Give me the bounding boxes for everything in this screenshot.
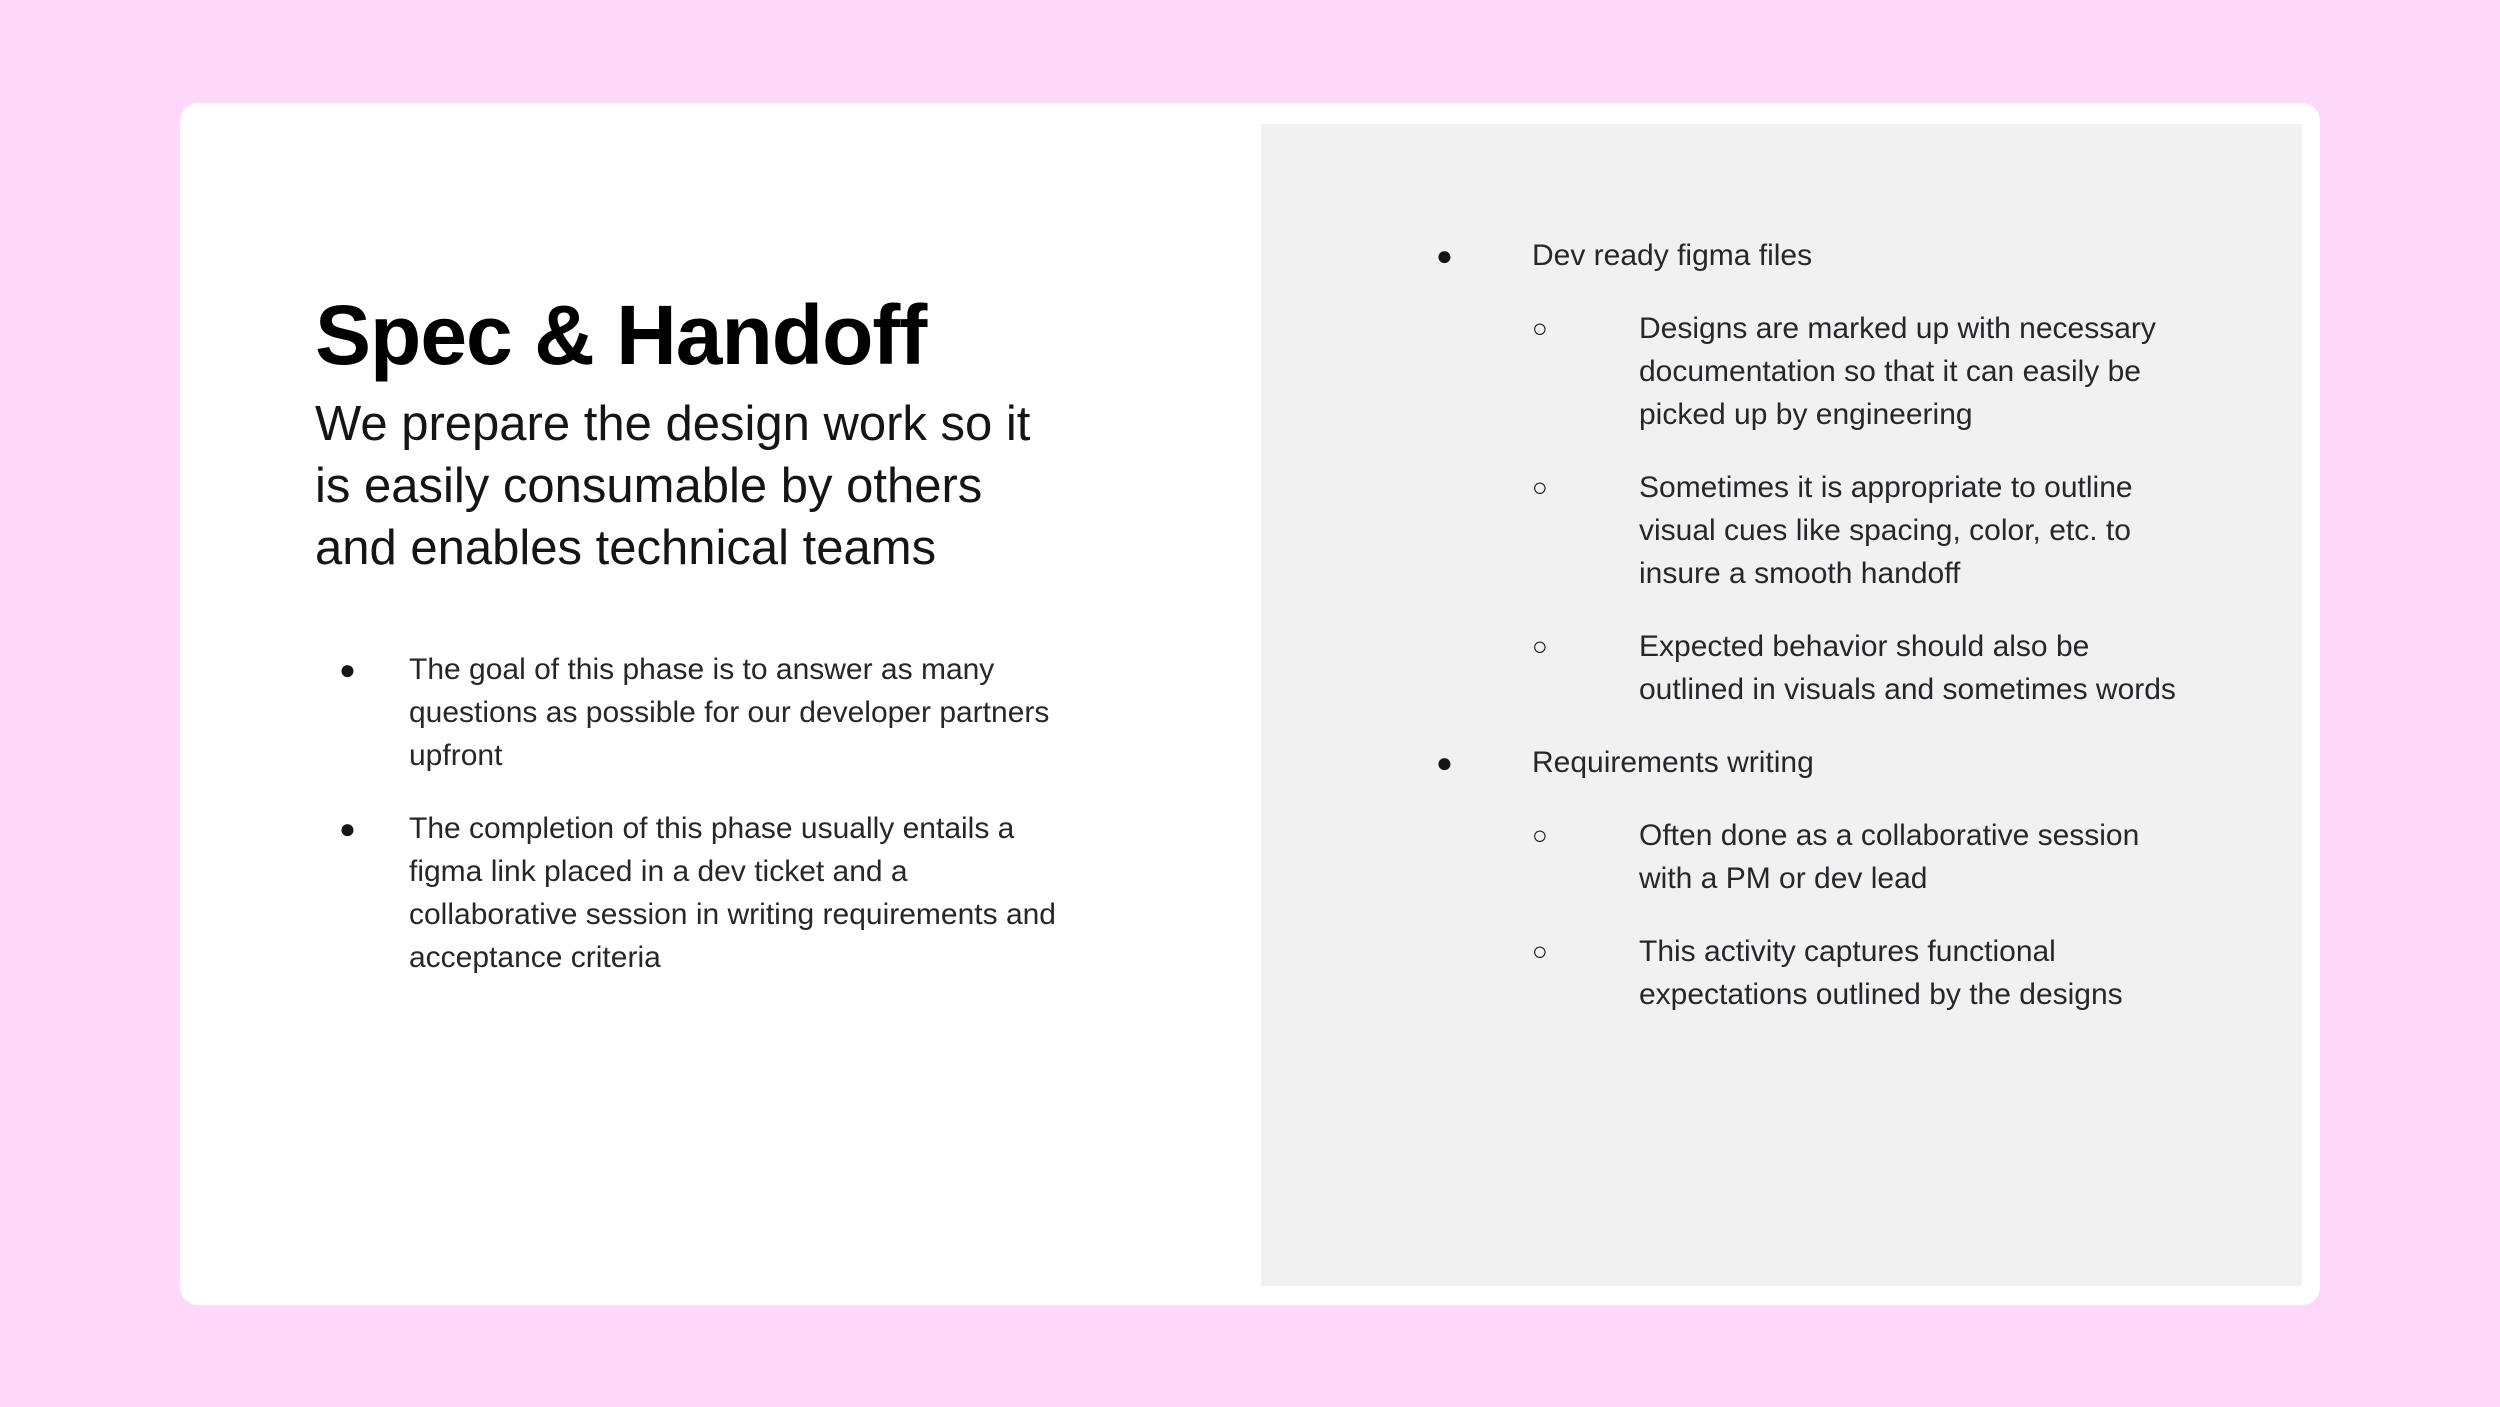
left-bullet-item <box>315 648 1075 777</box>
sub-bullet-text: This activity captures functional expectations outlined by the designs <box>1639 935 2123 1011</box>
slide-card <box>180 103 2320 1305</box>
section-requirements-writing <box>1436 741 2216 1016</box>
left-bullet-text: The goal of this phase is to answer as many questions as possible for our developer partners upfront <box>409 653 1050 772</box>
sub-bullet-item <box>1532 307 2199 436</box>
left-bullet-text: The completion of this phase usually entails a figma link placed in a dev ticket and a collaborative session in writing requirements and acceptance criteria <box>409 812 1056 974</box>
right-bullet-list <box>1436 234 2216 1046</box>
hollow-bullet-icon: ○ <box>1532 631 1548 661</box>
sub-bullet-text: Sometimes it is appropriate to outline visual cues like spacing, color, etc. to insure a smooth handoff <box>1639 471 2133 590</box>
hollow-bullet-icon: ○ <box>1532 820 1548 850</box>
sub-bullet-list <box>1532 307 2216 711</box>
bullet-icon: ● <box>339 654 356 685</box>
hollow-bullet-icon: ○ <box>1532 313 1548 343</box>
hollow-bullet-icon: ○ <box>1532 936 1548 966</box>
bullet-icon: ● <box>339 813 356 844</box>
details-panel <box>1261 124 2302 1286</box>
sub-bullet-item <box>1532 466 2199 595</box>
hollow-bullet-icon: ○ <box>1532 472 1548 502</box>
left-bullet-list <box>315 648 1075 1009</box>
slide-subtitle: We prepare the design work so it is easily consumable by others and enables technical teams <box>315 397 1031 575</box>
section-label: Dev ready figma files <box>1532 239 1813 272</box>
slide-title: Spec & Handoff <box>315 288 927 382</box>
sub-bullet-list <box>1532 814 2216 1016</box>
intro-block <box>315 288 1115 579</box>
sub-bullet-item <box>1532 625 2199 711</box>
left-bullet-item <box>315 807 1075 979</box>
sub-bullet-text: Expected behavior should also be outlined in visuals and sometimes words <box>1639 630 2176 706</box>
section-label: Requirements writing <box>1532 746 1814 779</box>
sub-bullet-text: Designs are marked up with necessary documentation so that it can easily be picked up by engineering <box>1639 312 2156 431</box>
sub-bullet-item <box>1532 930 2199 1016</box>
bullet-icon: ● <box>1436 240 1453 271</box>
sub-bullet-item <box>1532 814 2199 900</box>
bullet-icon: ● <box>1436 747 1453 778</box>
section-dev-ready-figma-files <box>1436 234 2216 711</box>
sub-bullet-text: Often done as a collaborative session with a PM or dev lead <box>1639 819 2140 895</box>
